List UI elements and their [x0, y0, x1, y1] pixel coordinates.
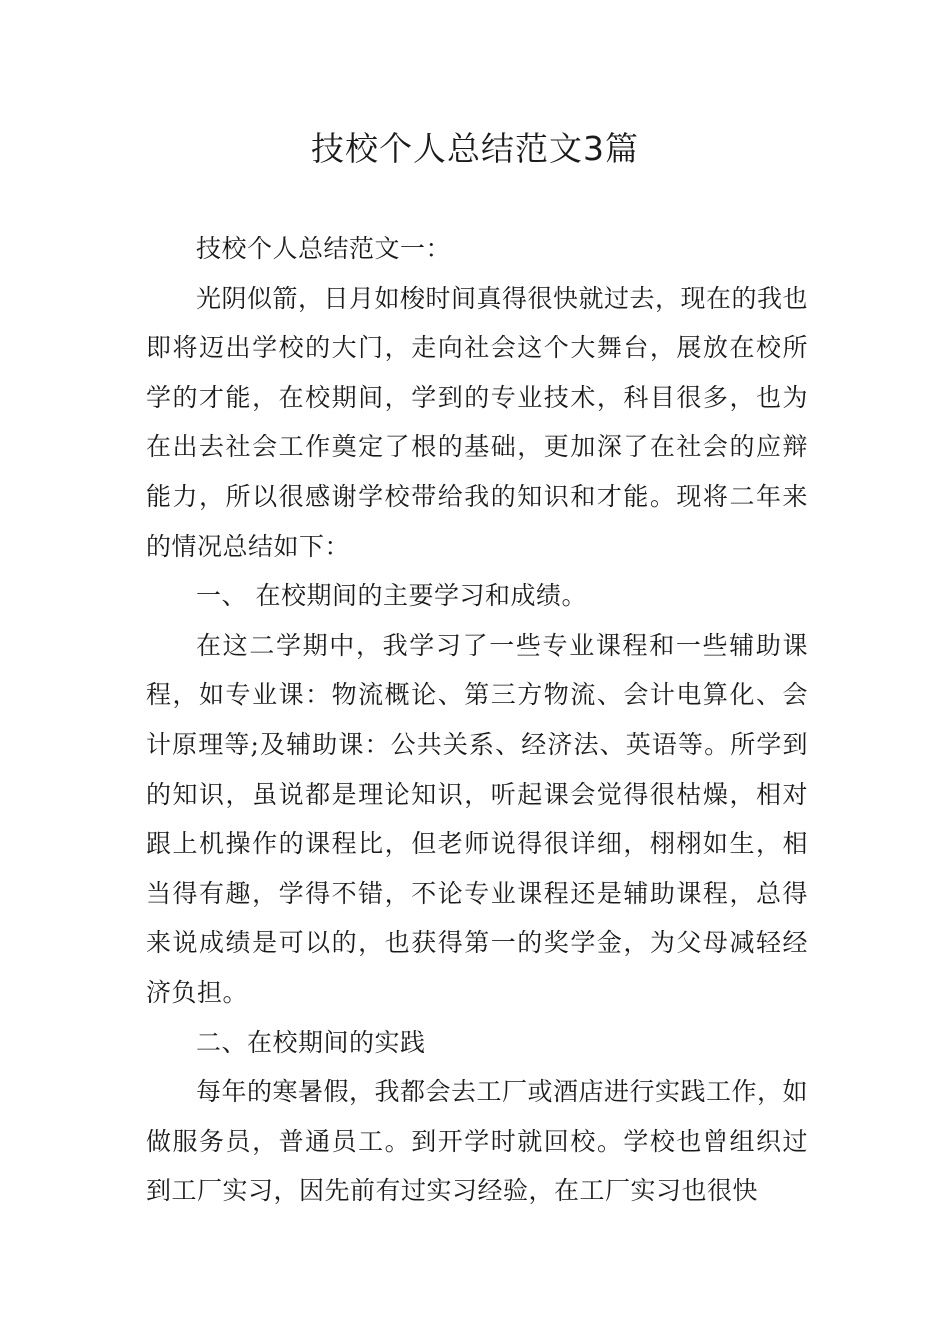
section-heading-practice: 二、在校期间的实践 [196, 1027, 426, 1057]
study-paragraph: 在这二学期中，我学习了一些专业课程和一些辅助课程，如专业课：物流概论、第三方物流、会计电算化、会计原理等;及辅助课：公共关系、经济法、英语等。所学到的知识，虽说都是理论知识，听起课会觉得很枯燥，相对跟上机操作的课程比，但老师说得很详细，栩栩如生，相当得有趣，学得不错，不论专业课程还是辅助课程，总得来说成绩是可以的，也获得第一的奖学金，为父母减轻经济负担。 [146, 630, 808, 1007]
document-title: 技校个人总结范文3篇 [311, 129, 639, 168]
document-body [146, 224, 808, 1216]
practice-paragraph: 每年的寒暑假，我都会去工厂或酒店进行实践工作，如做服务员，普通员工。到开学时就回校。学校也曾组织过到工厂实习，因先前有过实习经验，在工厂实习也很快 [146, 1077, 809, 1206]
intro-paragraph: 光阴似箭，日月如梭时间真得很快就过去，现在的我也即将迈出学校的大门，走向社会这个大舞台，展放在校所学的才能，在校期间，学到的专业技术，科目很多，也为在出去社会工作奠定了根的基础，更加深了在社会的应辩能力，所以很感谢学校带给我的知识和才能。现将二年来的情况总结如下： [146, 283, 809, 561]
subtitle-paragraph: 技校个人总结范文一： [196, 234, 452, 263]
section-heading-study: 一、 在校期间的主要学习和成绩。 [196, 581, 587, 611]
